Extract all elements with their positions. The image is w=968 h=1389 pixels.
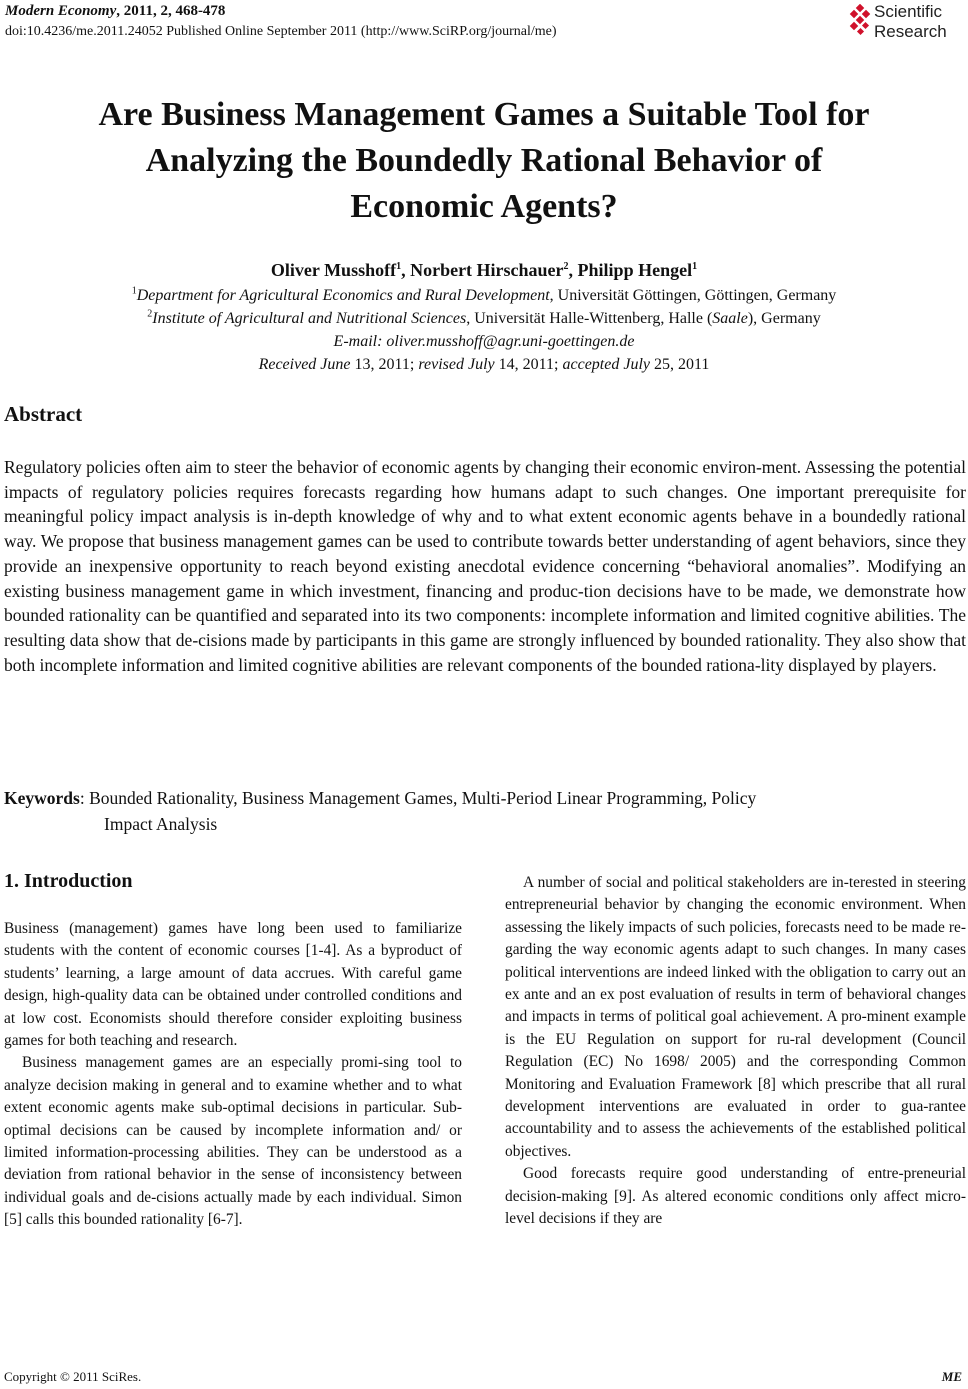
logo-text-line2: Research: [874, 22, 947, 41]
right-column: [505, 872, 966, 1231]
dates-line: Received June 13, 2011; revised July 14, 2011; accepted July 25, 2011: [258, 356, 710, 373]
affiliation-1: $^1$Department for Agricultural Economics and Rural Development, Universität Göttingen, Göttingen, Germany: [131, 285, 837, 304]
email-line: E-mail: oliver.musshoff@agr.uni-goettingen.de: [333, 333, 635, 350]
logo-text-line1: Scientific: [874, 2, 943, 21]
title-line: Economic Agents?: [350, 188, 618, 225]
logo-mark-icon: [848, 4, 874, 44]
keywords: [4, 785, 966, 837]
author-affil-sup: 2: [563, 261, 569, 272]
paragraph: Business management games are an especially promi-sing tool to analyze decision making in general and to examine whether and to what extent economic agents make sub-optimal decisions in particular. Sub-optimal decisions can be caused by incomplete information and/ or limited information-processing abilities. They can be understood as a deviation from rational behavior in the sense of inconsistency between individual goals and de-cisions actually made by each individual. Simon [5] calls this bounded rationality [6-7].: [4, 1054, 462, 1229]
author-list: [0, 258, 968, 282]
journal-abbr-footer: ME: [941, 1369, 962, 1384]
left-column: [4, 918, 462, 1232]
author-affil-sup: 1: [692, 261, 698, 272]
copyright-footer: Copyright © 2011 SciRes.: [4, 1369, 142, 1384]
abstract-heading: Abstract: [4, 402, 83, 426]
journal-volume: , 2011, 2, 468-478: [116, 3, 226, 19]
author-name: Oliver Musshoff: [270, 260, 397, 280]
author-name: , Norbert Hirschauer: [401, 260, 564, 280]
journal-header: [5, 2, 225, 20]
abstract-text: Regulatory policies often aim to steer the behavior of economic agents by changing their economic environ-ment. Assessing the potential impacts of regulatory policies requires forecasts regarding how humans adapt to such changes. One important prerequisite for meaningful policy impact analysis is in-depth knowledge of why and to what extent economic agents behave in a boundedly rational way. We propose that business management games can be used to contribute towards better understanding of agent behaviors, since they provide an inexpensive opportunity to reach beyond existing anecdotal evidence concerning “behavioral anomalies”. Modifying an existing business management game in which investment, financing and produc-tion decisions have to be made, we demonstrate how bounded rationality can be quantified and separated into its two components: incomplete information and limited cognitive abilities. The resulting data show that de-cisions made by participants in this game are strongly influenced by bounded rationality. They also show that both incomplete information and limited cognitive abilities are relevant components of the bounded rationa-lity displayed by players.: [4, 457, 966, 675]
scientific-research-logo: [848, 2, 966, 46]
email-address: : oliver.musshoff@agr.uni-goettingen.de: [377, 333, 635, 350]
doi-line: doi:10.4236/me.2011.24052 Published Online September 2011 (http://www.SciRP.org/journal/me): [5, 24, 557, 39]
paper-title: [0, 92, 968, 230]
journal-name: Modern Economy: [5, 3, 117, 19]
title-line: Are Business Management Games a Suitable Tool for: [98, 96, 870, 133]
keywords-line2: Impact Analysis: [104, 814, 218, 834]
title-line: Analyzing the Boundedly Rational Behavior of: [145, 142, 823, 179]
paragraph: A number of social and political stakeholders are in-terested in steering entrepreneurial behavior by changing the economic environment. When assessing the likely impacts of such policies, forecasts need to be made re-garding the way economic agents adapt to such changes. In many cases political interventions are indeed linked with the obligation to carry out an ex ante and an ex post evaluation of results in term of behavioral changes and impacts in terms of political goal achievement. A pro-minent example is the EU Regulation on support for ru-ral development (Council Regulation (EC) No 1698/ 2005) and the corresponding Common Monitoring and Evaluation Framework [8] which prescribe that all rural development interventions are evaluated in order to gua-rantee accountability and to assess the achievements of the established political objectives.: [505, 874, 966, 1160]
author-affil-sup: 1: [396, 261, 402, 272]
keywords-line1: : Bounded Rationality, Business Management Games, Multi-Period Linear Programming, Policy: [79, 788, 757, 808]
affiliation-2: $^2$Institute of Agricultural and Nutritional Sciences, Universität Halle-Wittenberg, Halle (Saale), Germany: [147, 308, 821, 327]
paragraph: Good forecasts require good understanding of entre-preneurial decision-making [9]. As altered economic conditions only affect micro-level decisions if they are: [505, 1165, 966, 1228]
paragraph: Business (management) games have long been used to familiarize students with the content of economic courses [1-4]. As a byproduct of students’ learning, a large amount of data accrues. With careful game design, high-quality data can be obtained under controlled conditions and at low cost. Economists should therefore consider exploiting business games for both teaching and research.: [4, 920, 462, 1050]
section-heading-introduction: 1. Introduction: [4, 870, 133, 892]
keywords-label: Keywords: [4, 788, 80, 808]
author-name: , Philipp Hengel: [568, 260, 693, 280]
